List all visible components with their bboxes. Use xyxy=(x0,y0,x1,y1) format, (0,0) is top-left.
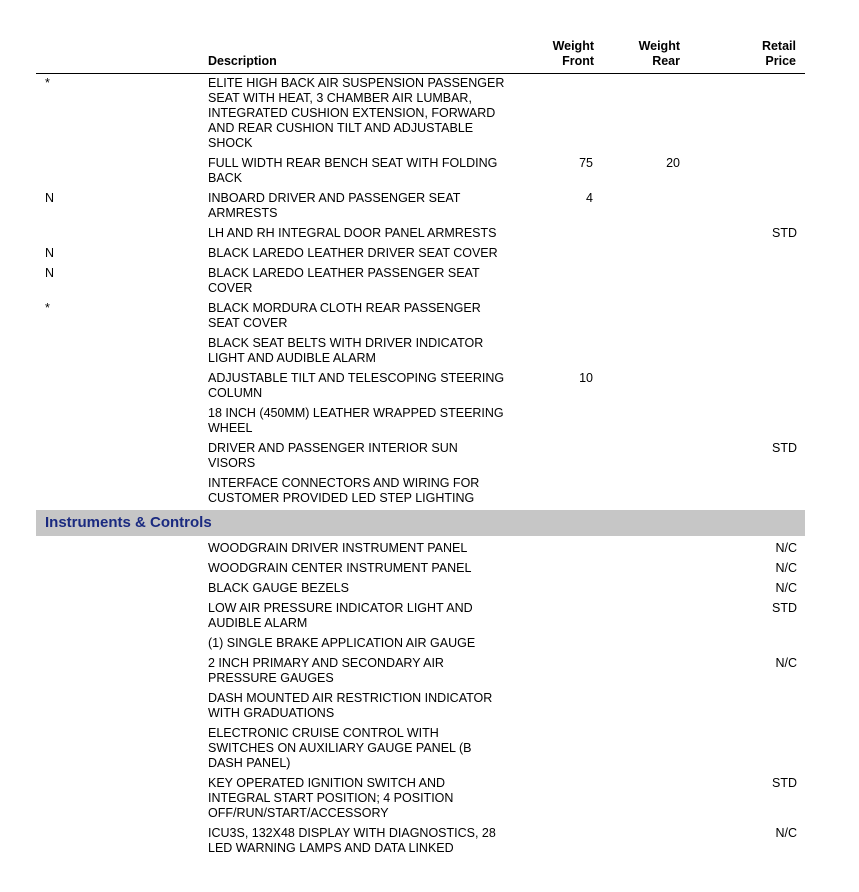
option-description: LOW AIR PRESSURE INDICATOR LIGHT AND AUDIBLE ALARM xyxy=(208,601,473,630)
retail-price-value: N/C xyxy=(775,561,797,575)
retail-price-value: N/C xyxy=(775,826,797,840)
table-row xyxy=(36,539,805,559)
table-row xyxy=(36,154,805,189)
table-row xyxy=(36,299,805,334)
table-row xyxy=(36,824,805,859)
table-row xyxy=(36,334,805,369)
option-description: WOODGRAIN CENTER INSTRUMENT PANEL xyxy=(208,561,472,575)
table-row xyxy=(36,369,805,404)
retail-price-value: STD xyxy=(772,601,797,615)
table-row xyxy=(36,599,805,634)
option-description: ELITE HIGH BACK AIR SUSPENSION PASSENGER SEAT WITH HEAT, 3 CHAMBER AIR LUMBAR, INTEGRATED CUSHION EXTENSION, FORWARD AND REAR CUSHION TILT AND ADJUSTABLE SHOCK xyxy=(208,76,505,150)
option-description: INBOARD DRIVER AND PASSENGER SEAT ARMRESTS xyxy=(208,191,461,220)
header-weight-front: Weight Front xyxy=(552,39,594,68)
option-code: N xyxy=(45,246,55,260)
table-row xyxy=(36,264,805,299)
option-code: N xyxy=(45,266,55,280)
spec-sheet-page xyxy=(36,0,805,859)
retail-price-value: N/C xyxy=(775,581,797,595)
option-code: N xyxy=(45,191,55,205)
weight-front-value: 4 xyxy=(586,191,593,205)
section-header-instruments xyxy=(36,510,805,536)
option-description: 2 INCH PRIMARY AND SECONDARY AIR PRESSURE GAUGES xyxy=(208,656,444,685)
option-description: FULL WIDTH REAR BENCH SEAT WITH FOLDING BACK xyxy=(208,156,498,185)
instrument-rows xyxy=(36,539,805,859)
option-description: BLACK SEAT BELTS WITH DRIVER INDICATOR LIGHT AND AUDIBLE ALARM xyxy=(208,336,484,365)
table-row xyxy=(36,244,805,264)
option-code: * xyxy=(45,301,50,315)
table-header xyxy=(36,0,805,74)
option-description: BLACK GAUGE BEZELS xyxy=(208,581,350,595)
option-description: (1) SINGLE BRAKE APPLICATION AIR GAUGE xyxy=(208,636,476,650)
weight-front-value: 75 xyxy=(579,156,593,170)
option-description: INTERFACE CONNECTORS AND WIRING FOR CUSTOMER PROVIDED LED STEP LIGHTING xyxy=(208,476,480,505)
table-row xyxy=(36,634,805,654)
option-description: BLACK MORDURA CLOTH REAR PASSENGER SEAT COVER xyxy=(208,301,481,330)
option-description: DRIVER AND PASSENGER INTERIOR SUN VISORS xyxy=(208,441,458,470)
table-row xyxy=(36,774,805,824)
table-row xyxy=(36,724,805,774)
option-description: BLACK LAREDO LEATHER PASSENGER SEAT COVER xyxy=(208,266,480,295)
retail-price-value: N/C xyxy=(775,656,797,670)
option-description: ELECTRONIC CRUISE CONTROL WITH SWITCHES ON AUXILIARY GAUGE PANEL (B DASH PANEL) xyxy=(208,726,472,770)
option-description: BLACK LAREDO LEATHER DRIVER SEAT COVER xyxy=(208,246,498,260)
header-retail-price: Retail Price xyxy=(761,39,796,68)
option-description: ADJUSTABLE TILT AND TELESCOPING STEERING COLUMN xyxy=(208,371,505,400)
option-description: WOODGRAIN DRIVER INSTRUMENT PANEL xyxy=(208,541,468,555)
option-code: * xyxy=(45,76,50,90)
table-row xyxy=(36,689,805,724)
seating-rows xyxy=(36,74,805,509)
option-description: DASH MOUNTED AIR RESTRICTION INDICATOR WITH GRADUATIONS xyxy=(208,691,493,720)
option-description: ICU3S, 132X48 DISPLAY WITH DIAGNOSTICS, 28 LED WARNING LAMPS AND DATA LINKED xyxy=(208,826,496,855)
section-title: Instruments & Controls xyxy=(45,514,212,531)
weight-front-value: 10 xyxy=(579,371,593,385)
table-row xyxy=(36,474,805,509)
retail-price-value: STD xyxy=(772,441,797,455)
option-description: 18 INCH (450MM) LEATHER WRAPPED STEERING WHEEL xyxy=(208,406,504,435)
table-row xyxy=(36,74,805,154)
retail-price-value: N/C xyxy=(775,541,797,555)
option-description: LH AND RH INTEGRAL DOOR PANEL ARMRESTS xyxy=(208,226,497,240)
table-row xyxy=(36,579,805,599)
header-weight-rear: Weight Rear xyxy=(638,39,680,68)
table-row xyxy=(36,189,805,224)
option-description: KEY OPERATED IGNITION SWITCH AND INTEGRAL START POSITION; 4 POSITION OFF/RUN/START/ACCESSORY xyxy=(208,776,454,820)
table-row xyxy=(36,224,805,244)
retail-price-value: STD xyxy=(772,226,797,240)
table-row xyxy=(36,559,805,579)
weight-rear-value: 20 xyxy=(666,156,680,170)
header-description: Description xyxy=(208,54,277,68)
retail-price-value: STD xyxy=(772,776,797,790)
table-row xyxy=(36,439,805,474)
table-row xyxy=(36,654,805,689)
table-row xyxy=(36,404,805,439)
